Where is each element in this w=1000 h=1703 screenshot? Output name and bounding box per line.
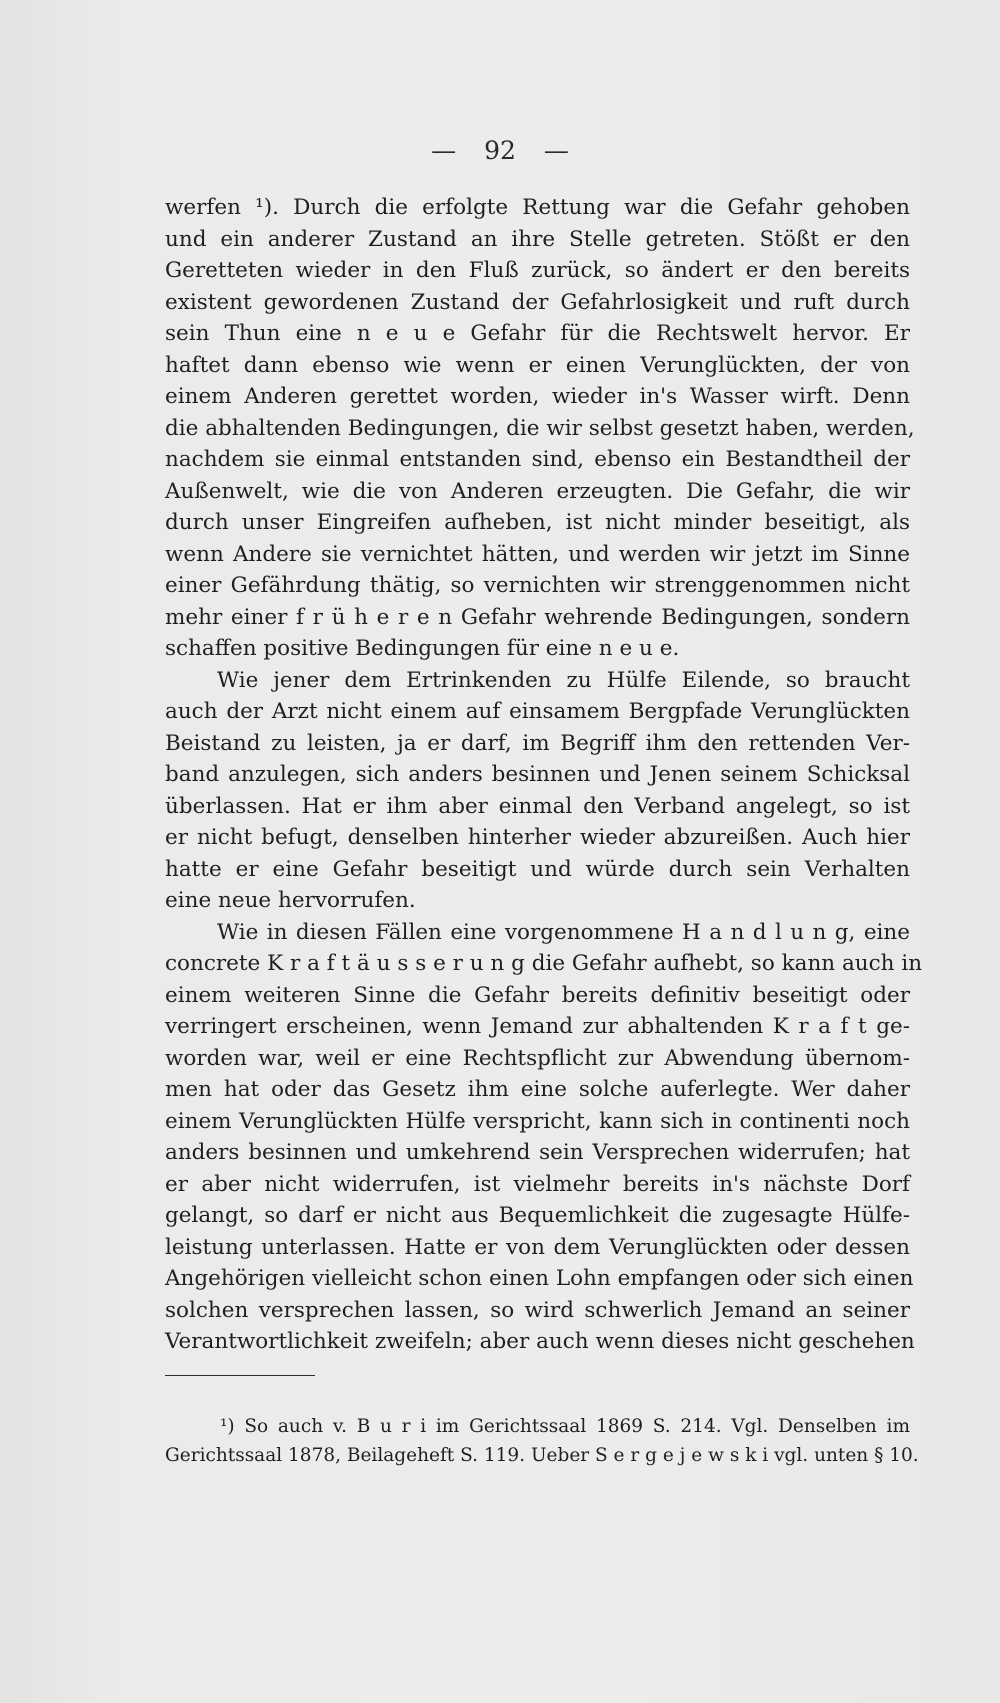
body-line: einem Verunglückten Hülfe verspricht, kann sich in continenti noch bbox=[165, 1108, 910, 1134]
body-text bbox=[165, 192, 923, 1358]
body-line: wenn Andere sie vernichtet hätten, und werden wir jetzt im Sinne bbox=[165, 541, 910, 567]
body-line: Geretteten wieder in den Fluß zurück, so ändert er den bereits bbox=[165, 258, 910, 283]
body-line: mehr einer f r ü h e r e n Gefahr wehrende Bedingungen, sondern bbox=[165, 604, 910, 630]
body-line: gelangt, so darf er nicht aus Bequemlichkeit die zugesagte Hülfe- bbox=[165, 1203, 910, 1228]
footnote-line: ¹) So auch v. B u r i im Gerichtssaal 1869 S. 214. Vgl. Denselben im bbox=[220, 1416, 910, 1437]
body-line: und ein anderer Zustand an ihre Stelle getreten. Stößt er den bbox=[165, 226, 910, 252]
body-line: worden war, weil er eine Rechtspflicht zur Abwendung übernom- bbox=[165, 1045, 910, 1071]
body-line: Wie jener dem Ertrinkenden zu Hülfe Eilende, so braucht bbox=[217, 667, 910, 693]
body-line: einem weiteren Sinne die Gefahr bereits definitiv beseitigt oder bbox=[165, 982, 910, 1008]
body-line: auch der Arzt nicht einem auf einsamem Bergpfade Verunglückten bbox=[165, 699, 910, 724]
body-line: Verantwortlichkeit zweifeln; aber auch wenn dieses nicht geschehen bbox=[165, 1329, 915, 1354]
body-line: er aber nicht widerrufen, ist vielmehr bereits in's nächste Dorf bbox=[165, 1171, 910, 1197]
body-line: schaffen positive Bedingungen für eine n e u e. bbox=[165, 636, 680, 661]
body-line: haftet dann ebenso wie wenn er einen Verunglückten, der von bbox=[165, 352, 910, 378]
body-line: die abhaltenden Bedingungen, die wir selbst gesetzt haben, werden, bbox=[165, 415, 915, 441]
body-line: anders besinnen und umkehrend sein Versprechen widerrufen; hat bbox=[165, 1140, 910, 1165]
body-line: verringert erscheinen, wenn Jemand zur abhaltenden K r a f t ge- bbox=[165, 1014, 910, 1039]
body-line: men hat oder das Gesetz ihm eine solche auferlegte. Wer daher bbox=[165, 1077, 910, 1102]
body-line: er nicht befugt, denselben hinterher wieder abzureißen. Auch hier bbox=[165, 825, 910, 850]
body-line: einer Gefährdung thätig, so vernichten wir strenggenommen nicht bbox=[165, 573, 910, 598]
page-number-dash-right: — bbox=[543, 136, 569, 165]
footnote-line: Gerichtssaal 1878, Beilageheft S. 119. Ueber S e r g e j e w s k i vgl. unten § 10. bbox=[165, 1445, 919, 1466]
body-line: solchen versprechen lassen, so wird schwerlich Jemand an seiner bbox=[165, 1297, 910, 1323]
body-line: hatte er eine Gefahr beseitigt und würde durch sein Verhalten bbox=[165, 856, 910, 882]
body-line: existent gewordenen Zustand der Gefahrlosigkeit und ruft durch bbox=[165, 289, 910, 315]
body-line: Beistand zu leisten, ja er darf, im Begriff ihm den rettenden Ver- bbox=[165, 730, 910, 756]
body-line: band anzulegen, sich anders besinnen und Jenen seinem Schicksal bbox=[165, 762, 910, 787]
body-line: eine neue hervorrufen. bbox=[165, 888, 416, 913]
body-line: durch unser Eingreifen aufheben, ist nicht minder beseitigt, als bbox=[165, 510, 910, 535]
body-line: concrete K r a f t ä u s s e r u n g die Gefahr aufhebt, so kann auch in bbox=[165, 951, 923, 976]
body-line: überlassen. Hat er ihm aber einmal den Verband angelegt, so ist bbox=[165, 793, 910, 819]
body-line: Angehörigen vielleicht schon einen Lohn empfangen oder sich einen bbox=[165, 1266, 914, 1291]
body-line: einem Anderen gerettet worden, wieder in's Wasser wirft. Denn bbox=[165, 384, 910, 409]
body-line: nachdem sie einmal entstanden sind, ebenso ein Bestandtheil der bbox=[165, 447, 910, 472]
footnotes bbox=[165, 1412, 919, 1470]
footnote-separator bbox=[165, 1375, 315, 1376]
body-line: sein Thun eine n e u e Gefahr für die Rechtswelt hervor. Er bbox=[165, 321, 910, 346]
page-number-value: 92 bbox=[484, 136, 516, 165]
body-line: Außenwelt, wie die von Anderen erzeugten. Die Gefahr, die wir bbox=[165, 478, 910, 504]
page-number bbox=[0, 136, 1000, 165]
body-line: Wie in diesen Fällen eine vorgenommene H a n d l u n g, eine bbox=[217, 919, 910, 945]
page-number-dash-left: — bbox=[431, 136, 457, 165]
body-line: werfen ¹). Durch die erfolgte Rettung war die Gefahr gehoben bbox=[165, 195, 910, 220]
body-line: leistung unterlassen. Hatte er von dem Verunglückten oder dessen bbox=[165, 1234, 910, 1260]
